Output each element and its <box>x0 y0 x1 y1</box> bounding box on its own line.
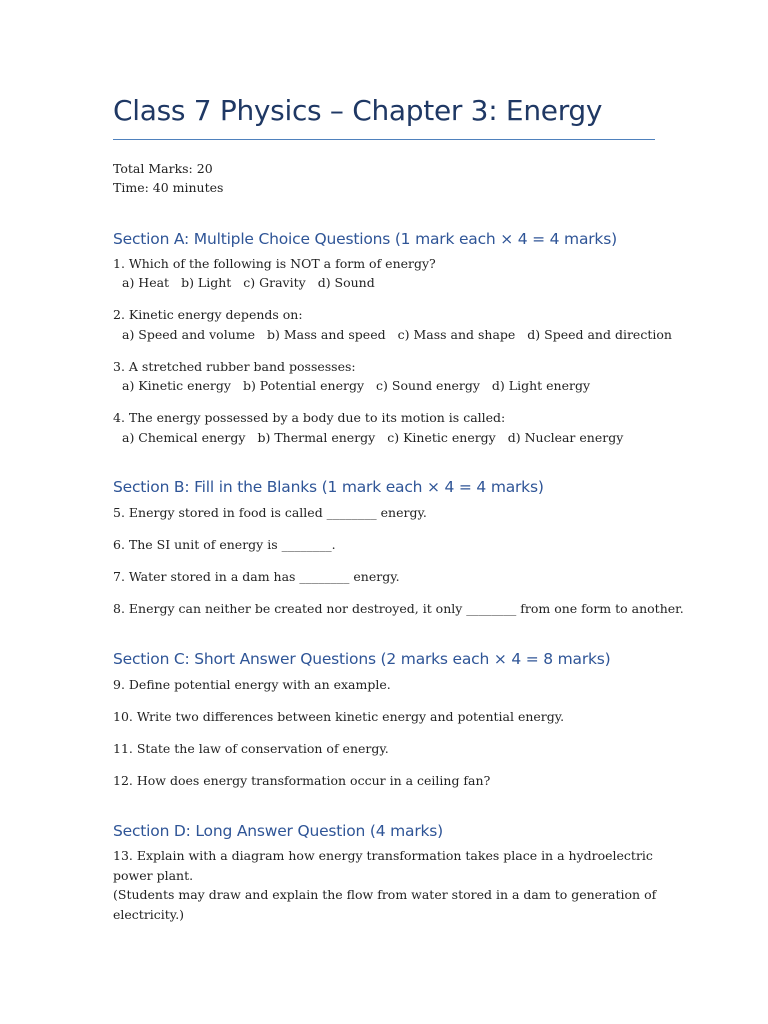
option-d: d) Sound <box>317 275 375 290</box>
question-4: 4. The energy possessed by a body due to its motion is called: <box>113 410 506 425</box>
page-title: Class 7 Physics – Chapter 3: Energy <box>113 94 603 127</box>
question-1: 1. Which of the following is NOT a form of energy? <box>113 256 436 271</box>
option-a: a) Chemical energy <box>122 430 246 445</box>
option-b: b) Light <box>181 275 232 290</box>
section-a-heading: Section A: Multiple Choice Questions (1 mark each × 4 = 4 marks) <box>113 230 617 248</box>
section-d-heading: Section D: Long Answer Question (4 marks) <box>113 822 444 840</box>
question-4-options <box>122 428 631 447</box>
question-3-options <box>122 376 598 395</box>
option-d: d) Speed and direction <box>527 327 672 342</box>
question-9: 9. Define potential energy with an example. <box>113 677 391 692</box>
question-2: 2. Kinetic energy depends on: <box>113 307 303 322</box>
question-8: 8. Energy can neither be created nor destroyed, it only ________ from one form to another. <box>113 601 684 616</box>
option-b: b) Thermal energy <box>257 430 376 445</box>
option-b: b) Potential energy <box>242 378 365 393</box>
option-c: c) Sound energy <box>376 378 480 393</box>
question-11: 11. State the law of conservation of energy. <box>113 741 389 756</box>
title-underline <box>113 139 655 140</box>
option-c: c) Gravity <box>243 275 306 290</box>
section-c-heading: Section C: Short Answer Questions (2 marks each × 4 = 8 marks) <box>113 650 611 668</box>
time-allowed: Time: 40 minutes <box>113 180 224 195</box>
option-a: a) Kinetic energy <box>122 378 231 393</box>
section-b-heading: Section B: Fill in the Blanks (1 mark each × 4 = 4 marks) <box>113 478 544 496</box>
question-3: 3. A stretched rubber band possesses: <box>113 359 356 374</box>
option-c: c) Mass and shape <box>397 327 516 342</box>
question-5: 5. Energy stored in food is called ________ energy. <box>113 505 427 520</box>
question-7: 7. Water stored in a dam has ________ energy. <box>113 569 400 584</box>
option-a: a) Heat <box>122 275 170 290</box>
question-10: 10. Write two differences between kinetic energy and potential energy. <box>113 709 565 724</box>
total-marks: Total Marks: 20 <box>113 161 213 176</box>
option-d: d) Light energy <box>491 378 591 393</box>
question-2-options <box>122 325 680 344</box>
question-13: 13. Explain with a diagram how energy transformation takes place in a hydroelectric power plant. <box>113 848 653 883</box>
question-12: 12. How does energy transformation occur in a ceiling fan? <box>113 773 491 788</box>
option-b: b) Mass and speed <box>267 327 386 342</box>
question-1-options <box>122 273 383 292</box>
option-a: a) Speed and volume <box>122 327 256 342</box>
question-13-note: (Students may draw and explain the flow from water stored in a dam to generation of electricity.) <box>113 887 657 922</box>
option-c: c) Kinetic energy <box>387 430 496 445</box>
question-6: 6. The SI unit of energy is ________. <box>113 537 336 552</box>
option-d: d) Nuclear energy <box>507 430 624 445</box>
